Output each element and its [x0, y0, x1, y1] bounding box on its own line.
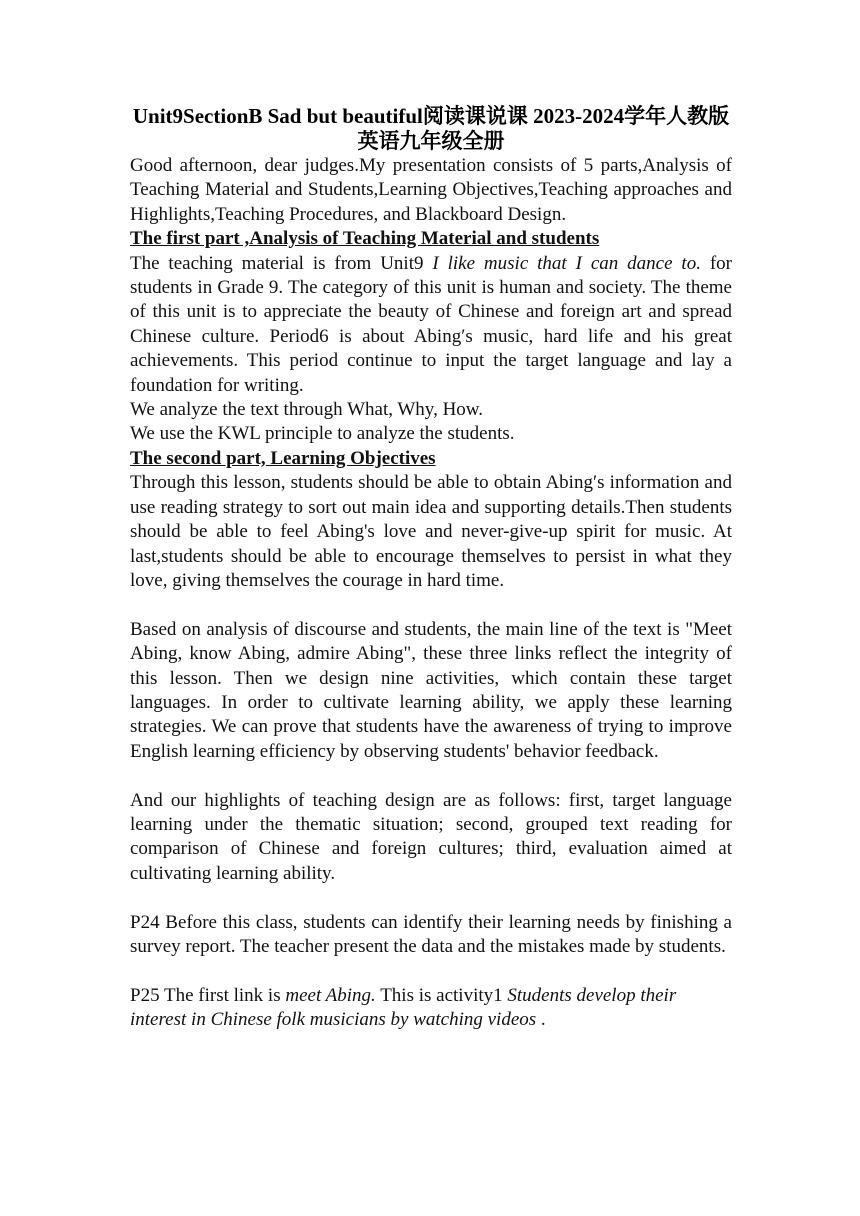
part2-paragraph-4: P24 Before this class, students can identify their learning needs by finishing a survey report. The teacher present the data and the mistakes made by students.: [130, 911, 732, 957]
paragraph-gap: [130, 593, 732, 617]
intro-paragraph: Good afternoon, dear judges.My presentation consists of 5 parts,Analysis of Teaching Material and Students,Learning Objectives,Teaching approaches and Highlights,Teaching Procedures, and Blackboard Design.: [130, 155, 732, 225]
paragraph-gap: [130, 959, 732, 983]
text-span: This is activity1: [375, 984, 508, 1006]
part2-paragraph-2: Based on analysis of discourse and students, the main line of the text is "Meet Abing, know Abing, admire Abing", these three links reflect the integrity of this lesson. Then we design nine activities, which contain these target languages. In order to cultivate learning ability, we apply these learning strategies. We can prove that students have the awareness of trying to improve English learning efficiency by observing students' behavior feedback.: [130, 618, 732, 762]
text-span: .: [536, 1009, 546, 1031]
activity-italic: Students develop their interest in Chinese folk musicians by watching videos: [130, 984, 677, 1031]
part1-paragraph-3: We use the KWL principle to analyze the students.: [130, 423, 515, 445]
part1-paragraph-2: We analyze the text through What, Why, How.: [130, 399, 484, 421]
part1-heading: The first part ,Analysis of Teaching Material and students: [130, 228, 600, 250]
part1-paragraph-1: [130, 252, 732, 398]
paragraph-gap: [130, 764, 732, 788]
link-name-italic: meet Abing.: [285, 984, 376, 1006]
document-page: [130, 104, 732, 1033]
text-span: P25 The first link is: [130, 984, 286, 1006]
part2-heading: The second part, Learning Objectives: [130, 447, 436, 469]
document-title: Unit9SectionB Sad but beautiful阅读课说课 2023-2024学年人教版英语九年级全册: [132, 104, 730, 153]
text-span: The teaching material is from Unit9: [130, 252, 433, 274]
paragraph-gap: [130, 886, 732, 910]
part2-paragraph-5: [130, 984, 732, 1033]
text-span: for students in Grade 9. The category of this unit is human and society. The theme of this unit is to appreciate the beauty of Chinese and foreign art and spread Chinese culture. Period6 is about Abing′s music, hard life and his great achievements. This period continue to input the target language and lay a foundation for writing.: [130, 252, 733, 396]
unit-title-italic: I like music that I can dance to.: [432, 252, 701, 274]
part2-paragraph-1: Through this lesson, students should be able to obtain Abing′s information and use reading strategy to sort out main idea and supporting details.Then students should be able to feel Abing's love and never-give-up spirit for music. At last,students should be able to encourage themselves to persist in what they love, giving themselves the courage in hard time.: [130, 472, 732, 591]
part2-paragraph-3: And our highlights of teaching design are as follows: first, target language learning under the thematic situation; second, grouped text reading for comparison of Chinese and foreign cultures; third, evaluation aimed at cultivating learning ability.: [130, 789, 732, 884]
